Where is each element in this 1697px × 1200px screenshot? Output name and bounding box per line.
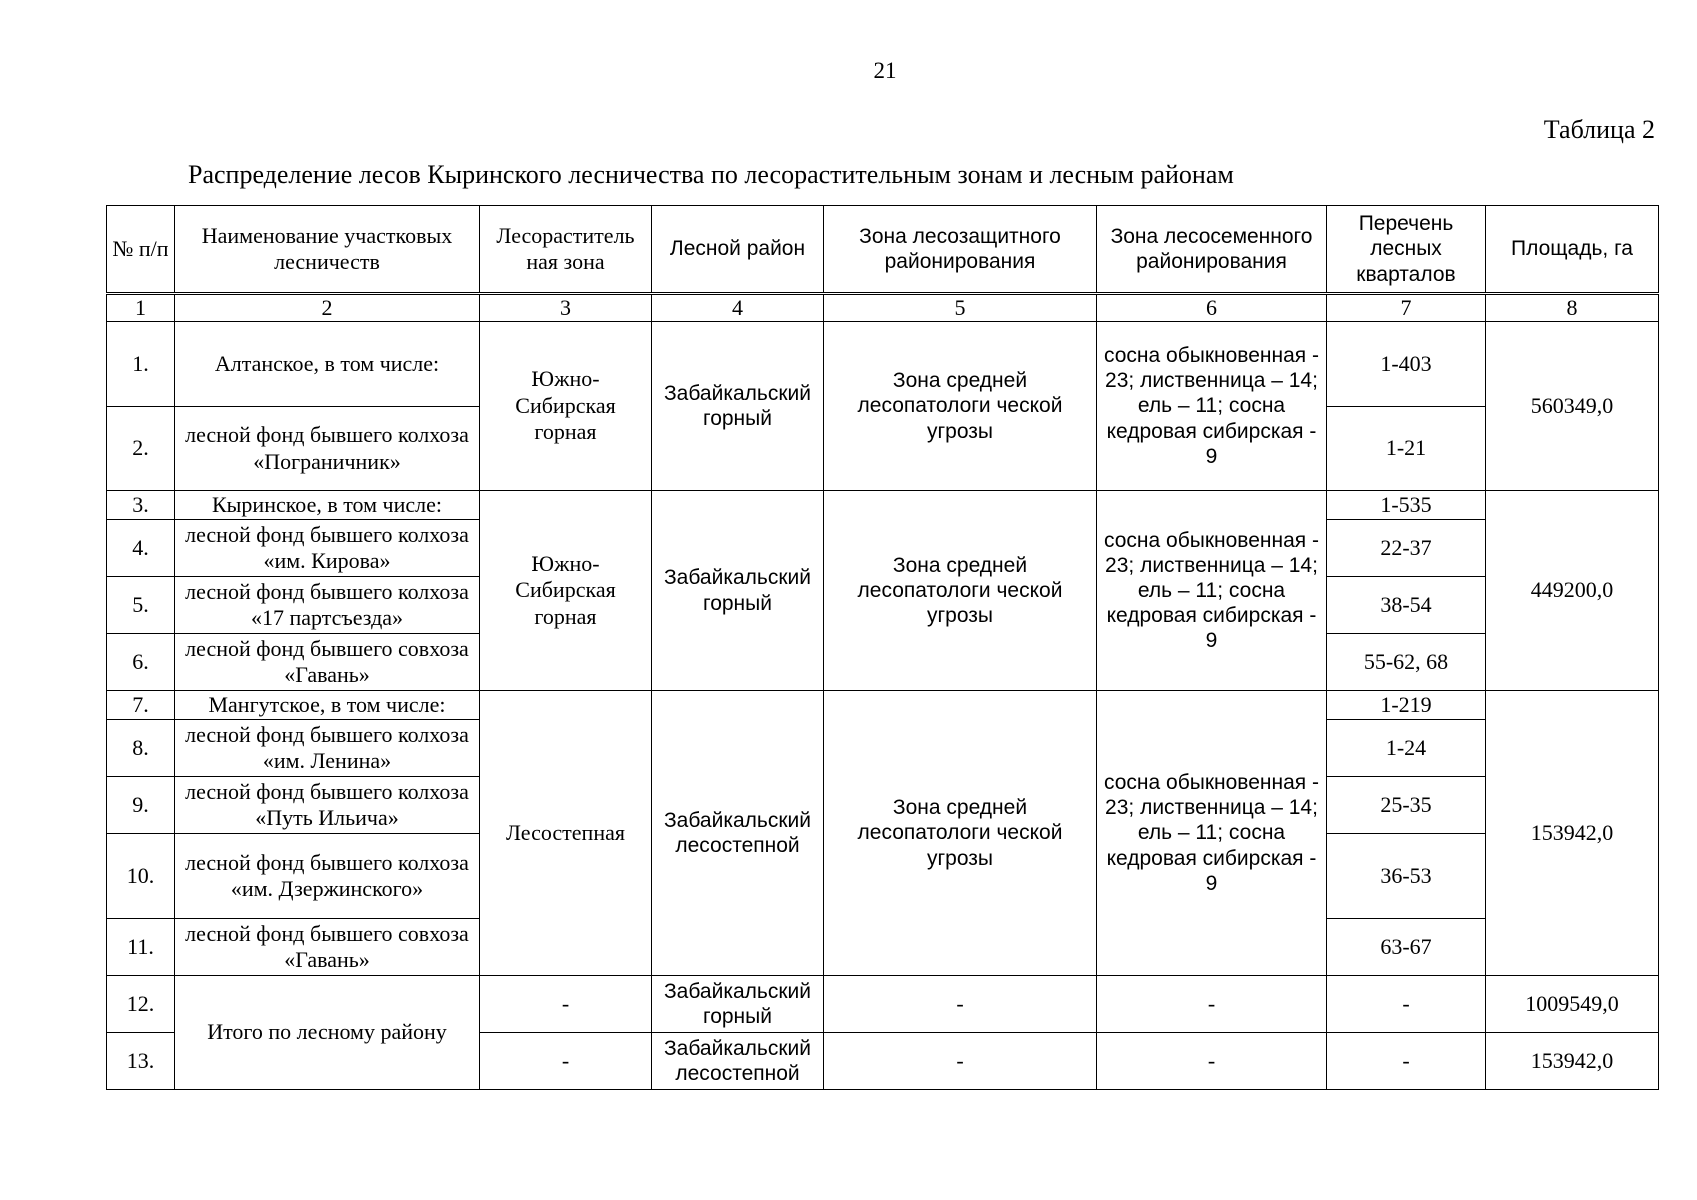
forest-zone: Южно-Сибирская горная: [480, 322, 652, 491]
table-label: Таблица 2: [1543, 115, 1655, 144]
forest-district: Забайкальский горный: [652, 322, 824, 491]
table-row: [107, 491, 1659, 520]
quarters: 1-219: [1327, 691, 1486, 720]
protection-zone: -: [824, 976, 1097, 1033]
header-seed-zone: Зона лесосеменного районирования: [1097, 206, 1327, 294]
quarters: 1-535: [1327, 491, 1486, 520]
quarters: 22-37: [1327, 520, 1486, 577]
column-number-row: [107, 294, 1659, 322]
forest-zone: Лесостепная: [480, 691, 652, 976]
total-row: [107, 976, 1659, 1033]
protection-zone: -: [824, 1033, 1097, 1090]
forest-distribution-table: [106, 205, 1659, 1090]
forestry-name: лесной фонд бывшего колхоза «им. Кирова»: [175, 520, 480, 577]
row-number: 11.: [107, 919, 175, 976]
protection-zone: Зона средней лесопатологи ческой угрозы: [824, 691, 1097, 976]
area-value: 449200,0: [1486, 491, 1659, 691]
header-zone: Лесораститель ная зона: [480, 206, 652, 294]
seed-zone: -: [1097, 1033, 1327, 1090]
forest-district: Забайкальский горный: [652, 491, 824, 691]
protection-zone: Зона средней лесопатологи ческой угрозы: [824, 491, 1097, 691]
quarters: 55-62, 68: [1327, 634, 1486, 691]
column-number: 3: [480, 294, 652, 322]
column-number: 8: [1486, 294, 1659, 322]
protection-zone: Зона средней лесопатологи ческой угрозы: [824, 322, 1097, 491]
forest-zone: Южно-Сибирская горная: [480, 491, 652, 691]
forestry-name: лесной фонд бывшего совхоза «Гавань»: [175, 634, 480, 691]
quarters: 38-54: [1327, 577, 1486, 634]
area-value: 560349,0: [1486, 322, 1659, 491]
forestry-name: лесной фонд бывшего колхоза «17 партсъезда»: [175, 577, 480, 634]
quarters: 36-53: [1327, 834, 1486, 919]
forest-zone: -: [480, 976, 652, 1033]
forest-zone: -: [480, 1033, 652, 1090]
forestry-name: лесной фонд бывшего колхоза «Пограничник»: [175, 407, 480, 491]
row-number: 13.: [107, 1033, 175, 1090]
header-protection-zone: Зона лесозащитного районирования: [824, 206, 1097, 294]
page-number: 21: [873, 58, 897, 83]
column-number: 2: [175, 294, 480, 322]
column-number: 5: [824, 294, 1097, 322]
row-number: 3.: [107, 491, 175, 520]
header-number: № п/п: [107, 206, 175, 294]
forestry-name: Алтанское, в том числе:: [175, 322, 480, 407]
quarters: 25-35: [1327, 777, 1486, 834]
forest-district: Забайкальский горный: [652, 976, 824, 1033]
column-number: 1: [107, 294, 175, 322]
seed-zone: сосна обыкновенная - 23; лиственница – 14; ель – 11; сосна кедровая сибирская - 9: [1097, 691, 1327, 976]
column-number: 7: [1327, 294, 1486, 322]
header-quarters: Перечень лесных кварталов: [1327, 206, 1486, 294]
row-number: 5.: [107, 577, 175, 634]
row-number: 6.: [107, 634, 175, 691]
quarters: 1-24: [1327, 720, 1486, 777]
table-row: [107, 322, 1659, 407]
forestry-name: Кыринское, в том числе:: [175, 491, 480, 520]
forestry-name: Мангутское, в том числе:: [175, 691, 480, 720]
row-number: 8.: [107, 720, 175, 777]
forestry-name: лесной фонд бывшего совхоза «Гавань»: [175, 919, 480, 976]
row-number: 2.: [107, 407, 175, 491]
quarters: 1-21: [1327, 407, 1486, 491]
quarters: 1-403: [1327, 322, 1486, 407]
forest-district: Забайкальский лесостепной: [652, 1033, 824, 1090]
quarters: -: [1327, 1033, 1486, 1090]
forestry-name: лесной фонд бывшего колхоза «им. Ленина»: [175, 720, 480, 777]
row-number: 4.: [107, 520, 175, 577]
forestry-name: лесной фонд бывшего колхоза «им. Дзержинского»: [175, 834, 480, 919]
header-area: Площадь, га: [1486, 206, 1659, 294]
column-number: 4: [652, 294, 824, 322]
area-value: 153942,0: [1486, 1033, 1659, 1090]
document-title: Распределение лесов Кыринского лесничества по лесорастительным зонам и лесным районам: [188, 160, 1234, 189]
total-label: Итого по лесному району: [175, 976, 480, 1090]
forest-district: Забайкальский лесостепной: [652, 691, 824, 976]
forestry-name: лесной фонд бывшего колхоза «Путь Ильича»: [175, 777, 480, 834]
row-number: 9.: [107, 777, 175, 834]
row-number: 10.: [107, 834, 175, 919]
header-name: Наименование участковых лесничеств: [175, 206, 480, 294]
seed-zone: сосна обыкновенная - 23; лиственница – 14; ель – 11; сосна кедровая сибирская - 9: [1097, 491, 1327, 691]
column-number: 6: [1097, 294, 1327, 322]
row-number: 1.: [107, 322, 175, 407]
area-value: 1009549,0: [1486, 976, 1659, 1033]
seed-zone: -: [1097, 976, 1327, 1033]
row-number: 7.: [107, 691, 175, 720]
area-value: 153942,0: [1486, 691, 1659, 976]
table-header-row: [107, 206, 1659, 294]
table-row: [107, 691, 1659, 720]
row-number: 12.: [107, 976, 175, 1033]
quarters: -: [1327, 976, 1486, 1033]
seed-zone: сосна обыкновенная - 23; лиственница – 14; ель – 11; сосна кедровая сибирская - 9: [1097, 322, 1327, 491]
quarters: 63-67: [1327, 919, 1486, 976]
header-district: Лесной район: [652, 206, 824, 294]
